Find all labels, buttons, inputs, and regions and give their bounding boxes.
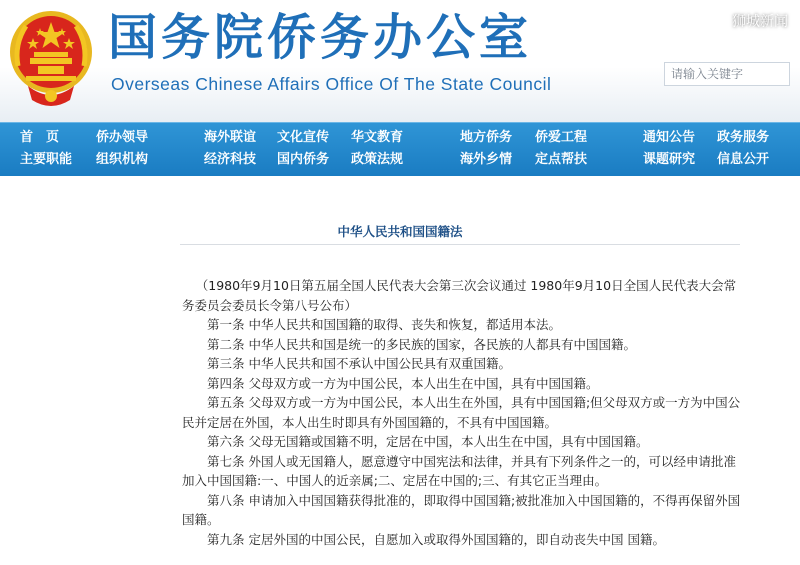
- article-body: [182, 276, 742, 549]
- article-paragraph: 第六条 父母无国籍或国籍不明，定居在中国，本人出生在中国，具有中国国籍。: [207, 434, 649, 449]
- site-header: [0, 0, 800, 122]
- nav-overseas-liaison[interactable]: 海外联谊: [204, 130, 257, 145]
- article-paragraph: 第一条 中华人民共和国国籍的取得、丧失和恢复，都适用本法。: [207, 317, 561, 332]
- nav-main-functions[interactable]: 主要职能: [20, 152, 73, 167]
- nav-home[interactable]: 首 页: [20, 130, 60, 145]
- article-paragraph: 第三条 中华人民共和国不承认中国公民具有双重国籍。: [207, 356, 511, 371]
- nav-local-affairs[interactable]: 地方侨务: [460, 130, 513, 145]
- nav-leadership[interactable]: 侨办领导: [96, 130, 149, 145]
- article-paragraph: 第四条 父母双方或一方为中国公民，本人出生在中国，具有中国国籍。: [207, 375, 599, 391]
- title-divider: [180, 244, 740, 245]
- article-title: 中华人民共和国国籍法: [337, 224, 463, 239]
- nav-culture[interactable]: 文化宣传: [277, 130, 330, 145]
- nav-info-disclosure[interactable]: 信息公开: [717, 152, 770, 167]
- nav-domestic-affairs[interactable]: 国内侨务: [277, 152, 330, 167]
- nav-charity-project[interactable]: 侨爱工程: [535, 130, 588, 145]
- article-paragraph: 第二条 中华人民共和国是统一的多民族的国家，各民族的人都具有中国国籍。: [207, 336, 636, 352]
- site-title-english: Overseas Chinese Affairs Office Of The State Council: [111, 74, 552, 94]
- article-paragraph: 第五条 父母双方或一方为中国公民，本人出生在外国，具有中国国籍;但父母双方或一方为中国公民并定居在外国，本人出生时即具有外国国籍的，不具有中国国籍。: [182, 395, 741, 430]
- watermark-text: 狮城新闻: [732, 14, 788, 30]
- nav-organization[interactable]: 组织机构: [96, 152, 149, 167]
- nav-economy-technology[interactable]: 经济科技: [204, 152, 257, 167]
- nav-research[interactable]: 课题研究: [643, 152, 696, 167]
- article-preamble: （1980年9月10日第五届全国人民代表大会第三次会议通过 1980年9月10日全国人民代表大会常务委员会委员长令第八号公布）: [182, 278, 737, 313]
- article-paragraph: 第九条 定居外国的中国公民，自愿加入或取得外国国籍的，即自动丧失中国 国籍。: [207, 531, 665, 547]
- nav-poverty-relief[interactable]: 定点帮扶: [535, 152, 588, 167]
- main-navigation: [0, 122, 800, 176]
- nav-notices[interactable]: 通知公告: [643, 130, 696, 145]
- nav-chinese-education[interactable]: 华文教育: [351, 130, 404, 145]
- site-title: 国务院侨务办公室: [108, 9, 533, 66]
- nav-overseas-hometown[interactable]: 海外乡情: [460, 152, 513, 167]
- search-input[interactable]: [664, 62, 790, 86]
- article-paragraph: 第八条 申请加入中国国籍获得批准的，即取得中国国籍;被批准加入中国国籍的，不得再保留外国国籍。: [182, 492, 741, 527]
- nav-policy-law[interactable]: 政策法规: [351, 152, 404, 167]
- national-emblem-icon: [8, 8, 94, 112]
- nav-government-service[interactable]: 政务服务: [717, 130, 770, 145]
- article-paragraph: 第七条 外国人或无国籍人，愿意遵守中国宪法和法律，并具有下列条件之一的，可以经申请批准加入中国国籍:一、中国人的近亲属;二、定居在中国的;三、有其它正当理由。: [182, 453, 736, 488]
